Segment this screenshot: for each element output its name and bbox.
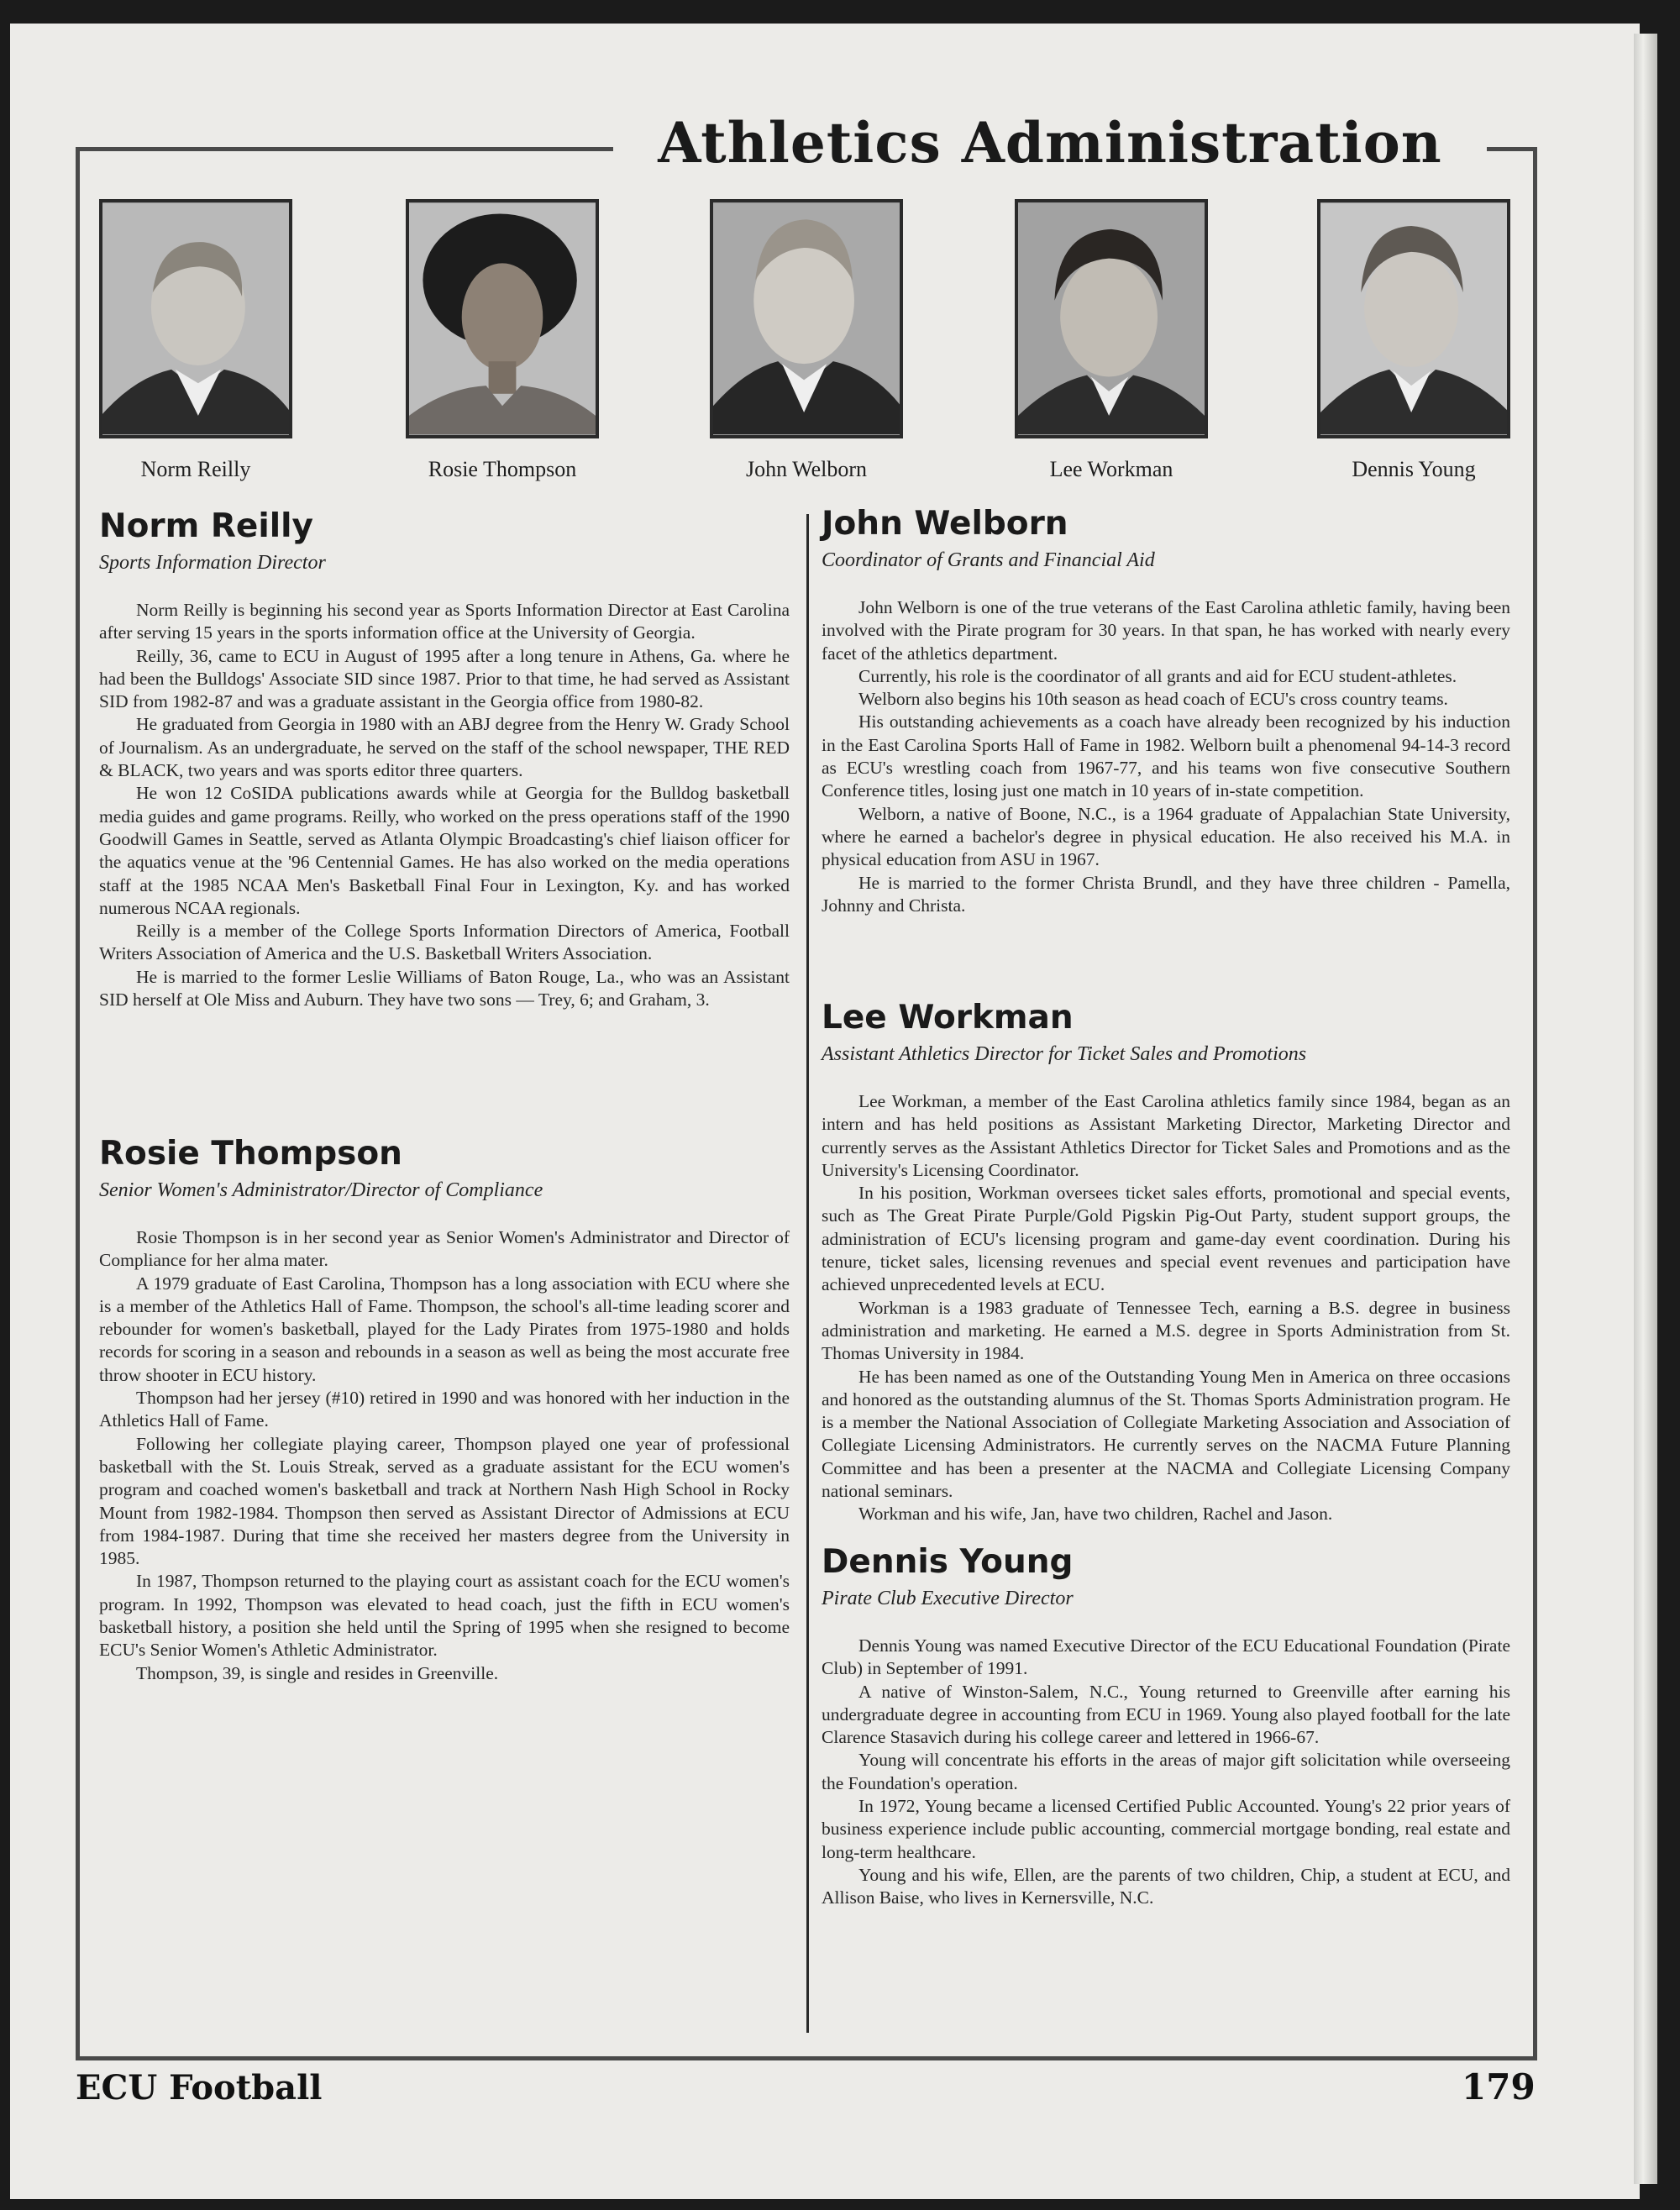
bio-john-welborn: [822, 506, 1510, 917]
bio-role: Pirate Club Executive Director: [822, 1588, 1074, 1609]
bio-paragraph: Norm Reilly is beginning his second year as Sports Information Director at East Carolina after serving 15 years in the sports information office at the University of Georgia.: [99, 600, 790, 643]
bio-paragraph: A native of Winston-Salem, N.C., Young returned to Greenville after earning his undergraduate degree in accounting from ECU in 1969. Young also played football for the late Clarence Stasavich during his college career and lettered in 1966-67.: [822, 1681, 1510, 1748]
bio-role: Sports Information Director: [99, 552, 326, 574]
photo-caption: Rosie Thompson: [428, 457, 577, 481]
bio-rosie-thompson: [99, 1136, 790, 1685]
page-spine-edge: [1634, 34, 1657, 2184]
portrait-photo: [1015, 199, 1208, 438]
photo-caption: Dennis Young: [1352, 457, 1476, 481]
portrait-photo: [406, 199, 599, 438]
bio-role: Senior Women's Administrator/Director of Compliance: [99, 1179, 543, 1201]
bio-name: Rosie Thompson: [99, 1135, 402, 1173]
bio-paragraph: In 1987, Thompson returned to the playing court as assistant coach for the ECU women's program. In 1992, Thompson was elevated to head coach, just the fifth in ECU women's basketball history, a position she held until the Spring of 1995 when she resigned to become ECU's Senior Women's Athletic Administrator.: [99, 1571, 790, 1661]
bio-paragraph: He won 12 CoSIDA publications awards while at Georgia for the Bulldog basketball media guides and game programs. Reilly, who worked on the press operations staff of the 1990 Goodwill Games in Seattle, served as Atlanta Olympic Broadcasting's chief liaison officer for the aquatics venue at the '96 Centennial Games. He has also worked on the media operations staff at the 1985 NCAA Men's Basketball Final Four in Lexington, Ky. and has worked numerous NCAA regionals.: [99, 783, 790, 918]
bio-paragraph: In 1972, Young became a licensed Certified Public Accounted. Young's 22 prior years of business experience include public accounting, commercial mortgage bonding, real estate and long-term healthcare.: [822, 1796, 1510, 1862]
bio-paragraph: He graduated from Georgia in 1980 with an ABJ degree from the Henry W. Grady School of Journalism. As an undergraduate, he served on the staff of the school newspaper, THE RED & BLACK, two years and was sports editor three quarters.: [99, 714, 790, 781]
bio-paragraph: His outstanding achievements as a coach have already been recognized by his induction in the East Carolina Sports Hall of Fame in 1982. Welborn built a phenomenal 94-14-3 record as ECU's wrestling coach from 1967-77, and his teams won five consecutive Southern Conference titles, losing just one match in 10 years of in-state competition.: [822, 711, 1510, 801]
bio-paragraph: Welborn also begins his 10th season as head coach of ECU's cross country teams.: [858, 689, 1448, 710]
bio-paragraph: Following her collegiate playing career, Thompson played one year of professional basketball with the St. Louis Streak, served as a graduate assistant for the ECU women's program and coached women's basketball and track at Northern Nash High School in Rocky Mount from 1982-1984. Thompson then served as Assistant Director of Admissions at ECU from 1984-1987. During that time she received her masters degree from the University in 1985.: [99, 1433, 790, 1569]
bio-paragraph: Lee Workman, a member of the East Carolina athletics family since 1984, began as an intern and has held positions as Assistant Marketing Director, Marketing Director and currently serves as the Assistant Athletics Director for Ticket Sales and Promotions and as the University's Licensing Coordinator.: [822, 1091, 1510, 1180]
portrait-rosie-thompson: [409, 202, 596, 435]
photo-card-john-welborn: [710, 199, 903, 482]
bio-norm-reilly: [99, 508, 790, 1011]
photo-card-dennis-young: [1317, 199, 1510, 482]
bio-paragraph: He is married to the former Leslie Williams of Baton Rouge, La., who was an Assistant SID herself at Ole Miss and Auburn. They have two sons — Trey, 6; and Graham, 3.: [99, 966, 790, 1011]
bio-name: Dennis Young: [822, 1543, 1074, 1581]
portrait-photo: [99, 199, 292, 438]
bio-role: Assistant Athletics Director for Ticket Sales and Promotions: [822, 1043, 1307, 1065]
portrait-photo: [1317, 199, 1510, 438]
bio-paragraph: Reilly, 36, came to ECU in August of 1995 after a long tenure in Athens, Ga. where he had been the Bulldogs' Associate SID since 1987. Prior to that time, he had served as Assistant SID from 1982-87 and was a graduate assistant in the Georgia office from 1980-82.: [99, 645, 790, 712]
bio-paragraph: A 1979 graduate of East Carolina, Thompson has a long association with ECU where she is a member of the Athletics Hall of Fame. Thompson, the school's all-time leading scorer and rebounder for women's basketball, played for the Lady Pirates from 1975-1980 and holds records for scoring in a season and rebounds in a season as well as being the most accurate free throw shooter in ECU history.: [99, 1273, 790, 1385]
column-divider: [806, 514, 809, 2033]
photo-caption: John Welborn: [745, 457, 868, 481]
bio-paragraph: Workman is a 1983 graduate of Tennessee Tech, earning a B.S. degree in business administration and marketing. He earned a M.S. degree in Sports Administration from St. Thomas University in 1984.: [822, 1297, 1510, 1364]
page-number: 179: [1462, 2066, 1536, 2108]
footer-title: ECU Football: [76, 2068, 323, 2108]
bio-lee-workman: [822, 1000, 1510, 1526]
bio-paragraph: Workman and his wife, Jan, have two children, Rachel and Jason.: [858, 1504, 1333, 1525]
bio-paragraph: Reilly is a member of the College Sports Information Directors of America, Football Writers Association of America and the U.S. Basketball Writers Association.: [99, 921, 790, 964]
bio-paragraph: Rosie Thompson is in her second year as Senior Women's Administrator and Director of Compliance for her alma mater.: [99, 1227, 790, 1271]
bio-paragraph: Currently, his role is the coordinator of all grants and aid for ECU student-athletes.: [858, 665, 1457, 686]
portrait-norm-reilly: [102, 202, 289, 435]
portrait-photo: [710, 199, 903, 438]
bio-paragraph: Welborn, a native of Boone, N.C., is a 1964 graduate of Appalachian State University, where he earned a bachelor's degree in physical education. He also received his M.A. in physical education from ASU in 1967.: [822, 803, 1510, 870]
bio-paragraph: He has been named as one of the Outstanding Young Men in America on three occasions and honored as the outstanding alumnus of the St. Thomas Sports Administration program. He is a member the National Association of Collegiate Marketing Association and Association of Collegiate Licensing Administrators. He currently serves on the NACMA Future Planning Committee and has been a presenter at the NACMA and Collegiate Licensing Company national seminars.: [822, 1366, 1510, 1502]
portrait-dennis-young: [1320, 202, 1507, 435]
photo-card-norm-reilly: [99, 199, 292, 482]
photo-card-lee-workman: [1015, 199, 1208, 482]
bio-name: Lee Workman: [822, 999, 1074, 1037]
portrait-john-welborn: [713, 202, 900, 435]
photo-caption: Lee Workman: [1049, 457, 1173, 481]
photo-card-rosie-thompson: [406, 199, 599, 482]
bio-paragraph: Dennis Young was named Executive Director of the ECU Educational Foundation (Pirate Club) in September of 1991.: [822, 1635, 1510, 1679]
bio-paragraph: John Welborn is one of the true veterans of the East Carolina athletic family, having been involved with the Pirate program for 30 years. In that span, he has worked with nearly every facet of the athletics department.: [822, 597, 1510, 664]
bio-paragraph: Young and his wife, Ellen, are the parents of two children, Chip, a student at ECU, and Allison Baise, who lives in Kernersville, N.C.: [822, 1864, 1510, 1908]
bio-name: Norm Reilly: [99, 507, 313, 545]
bio-dennis-young: [822, 1544, 1510, 1910]
page-title: Athletics Administration: [613, 105, 1487, 181]
bio-paragraph: Young will concentrate his efforts in the areas of major gift solicitation while overseeing the Foundation's operation.: [822, 1750, 1510, 1793]
portrait-lee-workman: [1018, 202, 1205, 435]
bio-name: John Welborn: [822, 505, 1068, 543]
photo-caption: Norm Reilly: [140, 457, 251, 481]
bio-paragraph: He is married to the former Christa Brundl, and they have three children - Pamella, Johnny and Christa.: [822, 872, 1510, 916]
bio-role: Coordinator of Grants and Financial Aid: [822, 549, 1155, 571]
bio-paragraph: In his position, Workman oversees ticket sales efforts, promotional and special events, such as The Great Pirate Purple/Gold Pigskin Pig-Out Party, student support groups, the administration of ECU's licensing program and game-day event coordination. During his tenure, ticket sales, licensing revenues and special event revenues and participation have achieved unprecedented levels at ECU.: [822, 1183, 1510, 1295]
bio-paragraph: Thompson had her jersey (#10) retired in 1990 and was honored with her induction in the Athletics Hall of Fame.: [99, 1388, 790, 1431]
bio-paragraph: Thompson, 39, is single and resides in Greenville.: [136, 1662, 499, 1683]
